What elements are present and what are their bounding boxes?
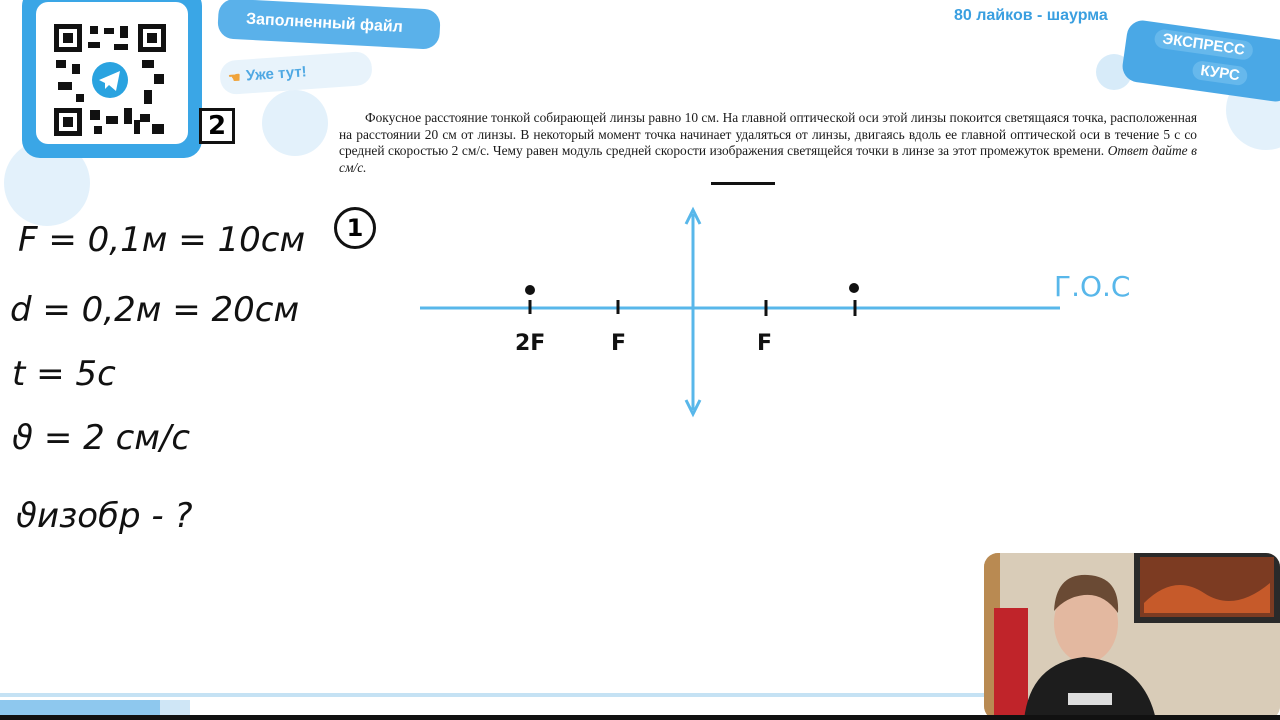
problem-text-main: Фокусное расстояние тонкой собирающей линзы равно 10 см. На главной оптической оси этой линзы покоится светящаяся точка, расположенная на расстоянии 20 см от линзы. В некоторый момент точка начинает удаляться от линзы, двигаясь вдоль ее главной оптической оси в течение 5 с со средней скоростью 2 см/с. Чему равен модуль средней скорости изображения светящейся точки в линзе за этот промежуток времени. (339, 110, 1197, 159)
bottom-strip (0, 693, 984, 697)
note-question: ϑизобр - ? (16, 496, 193, 536)
webcam-video (984, 553, 1280, 720)
filled-file-label: Заполненный файл (245, 10, 404, 36)
light-point-right (849, 283, 859, 293)
express-badge-line2: КУРС (1191, 60, 1248, 87)
optical-axis-label: Г.О.С (1054, 270, 1131, 303)
light-point-initial (525, 285, 535, 295)
note-distance: d = 0,2м = 20см (10, 290, 300, 330)
likes-promo-text: 80 лайков - шаурма (954, 7, 1108, 24)
already-here-label: Уже тут! (245, 63, 308, 85)
task-number-box: 2 (199, 108, 235, 144)
pointing-hand-icon: ☚ (227, 68, 242, 86)
bottom-edge (0, 715, 1280, 720)
webcam-scene (984, 553, 1280, 720)
label-f-right: F (757, 331, 773, 356)
label-2f: 2F (515, 331, 546, 356)
note-focal-length: F = 0,1м = 10см (18, 220, 306, 260)
step-number-circle: 1 (334, 207, 376, 249)
lens-arrow (686, 210, 700, 414)
note-time: t = 5c (12, 354, 116, 394)
label-f-left: F (611, 331, 627, 356)
note-speed: ϑ = 2 см/с (12, 418, 191, 458)
express-badge-line1: ЭКСПРЕСС (1153, 28, 1254, 61)
answer-note: Ответ дайте в см/с. (339, 143, 1197, 175)
